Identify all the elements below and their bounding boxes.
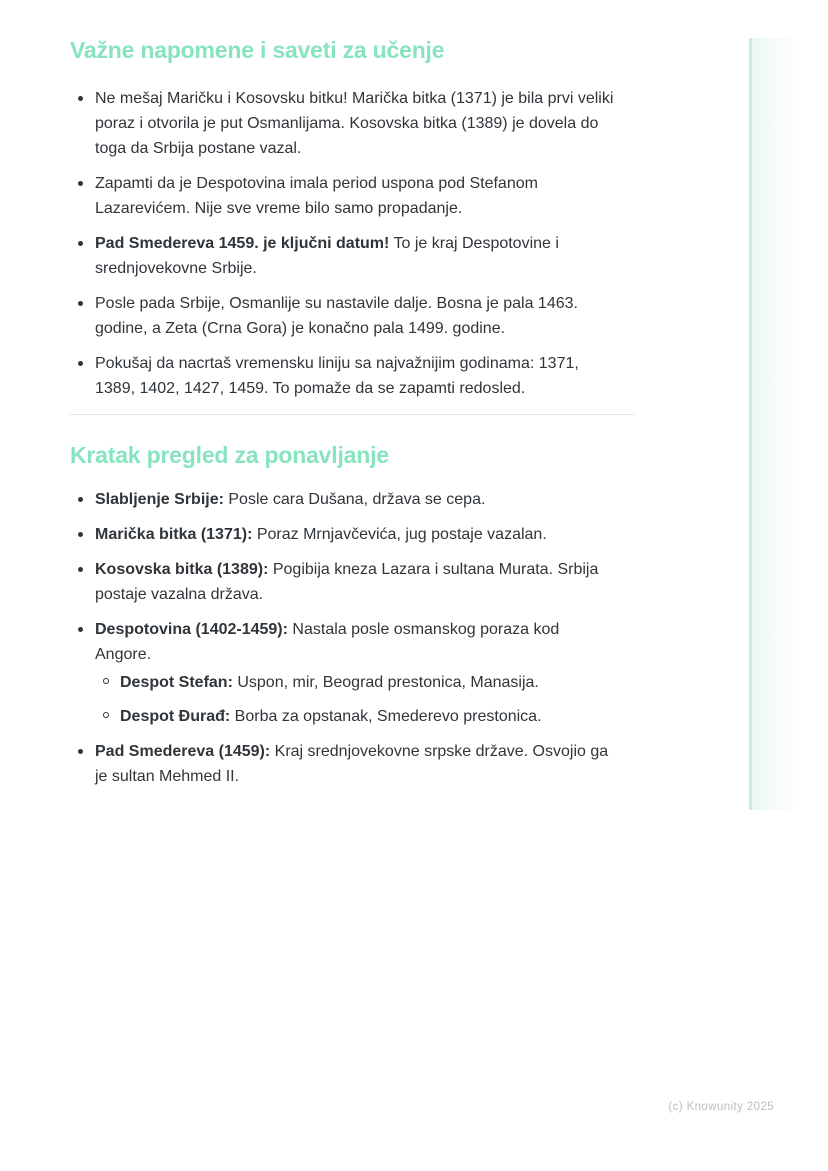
list-item-text: Nastala posle osmanskog poraza kod Angore. xyxy=(95,621,560,663)
notes-list xyxy=(70,86,616,401)
list-item xyxy=(95,171,616,221)
side-accent-strip xyxy=(749,38,794,810)
section-title-notes: Važne napomene i saveti za učenje xyxy=(70,37,445,63)
list-item-text: Ne mešaj Maričku i Kosovsku bitku! Marička bitka (1371) je bila prvi veliki poraz i otvorila je put Osmanlijama. Kosovska bitka (1389) je dovela do toga da Srbija postane vazal. xyxy=(95,90,614,157)
review-list xyxy=(70,487,616,789)
list-item-text: To je kraj Despotovine i srednjovekovne Srbije. xyxy=(95,235,559,277)
list-item-bold-label: Pad Smedereva (1459): xyxy=(95,743,271,760)
list-item-text: Poraz Mrnjavčevića, jug postaje vazalan. xyxy=(252,526,547,543)
list-item xyxy=(95,231,616,281)
list-item-bold-label: Despotovina (1402-1459): xyxy=(95,621,288,638)
section-divider xyxy=(70,414,635,415)
list-item xyxy=(95,617,616,729)
list-item-bold-label: Despot Đurađ: xyxy=(120,708,231,725)
list-item xyxy=(95,522,616,547)
list-item xyxy=(95,86,616,161)
list-item xyxy=(95,739,616,789)
list-item-text: Pogibija kneza Lazara i sultana Murata. Srbija postaje vazalna država. xyxy=(95,561,599,603)
sub-list-item xyxy=(120,670,616,695)
list-item-bold-label: Slabljenje Srbije: xyxy=(95,491,224,508)
footer-copyright: (c) Knowunity 2025 xyxy=(668,1101,774,1113)
list-item-text: Uspon, mir, Beograd prestonica, Manasija. xyxy=(232,674,539,691)
list-item-text: Zapamti da je Despotovina imala period uspona pod Stefanom Lazarevićem. Nije sve vreme bilo samo propadanje. xyxy=(95,175,538,217)
list-item-text: Posle cara Dušana, država se cepa. xyxy=(223,491,486,508)
review-sublist xyxy=(95,670,616,729)
list-item-bold-label: Kosovska bitka (1389): xyxy=(95,561,269,578)
list-item xyxy=(95,557,616,607)
document-content xyxy=(70,0,636,799)
list-item xyxy=(95,487,616,512)
list-item-text: Kraj srednjovekovne srpske države. Osvojio ga je sultan Mehmed II. xyxy=(95,743,609,785)
list-item-bold-label: Despot Stefan: xyxy=(120,674,233,691)
list-item-bold-label: Pad Smedereva 1459. je ključni datum! xyxy=(95,235,390,252)
list-item-text: Posle pada Srbije, Osmanlije su nastavile dalje. Bosna je pala 1463. godine, a Zeta (Crna Gora) je konačno pala 1499. godine. xyxy=(95,295,578,337)
sub-list-item xyxy=(120,704,616,729)
list-item-text: Pokušaj da nacrtaš vremensku liniju sa najvažnijim godinama: 1371, 1389, 1402, 1427, 1459. To pomaže da se zapamti redosled. xyxy=(95,355,579,397)
list-item-bold-label: Marička bitka (1371): xyxy=(95,526,253,543)
list-item xyxy=(95,351,616,401)
list-item xyxy=(95,291,616,341)
section-title-review: Kratak pregled za ponavljanje xyxy=(70,442,389,468)
list-item-text: Borba za opstanak, Smederevo prestonica. xyxy=(230,708,542,725)
